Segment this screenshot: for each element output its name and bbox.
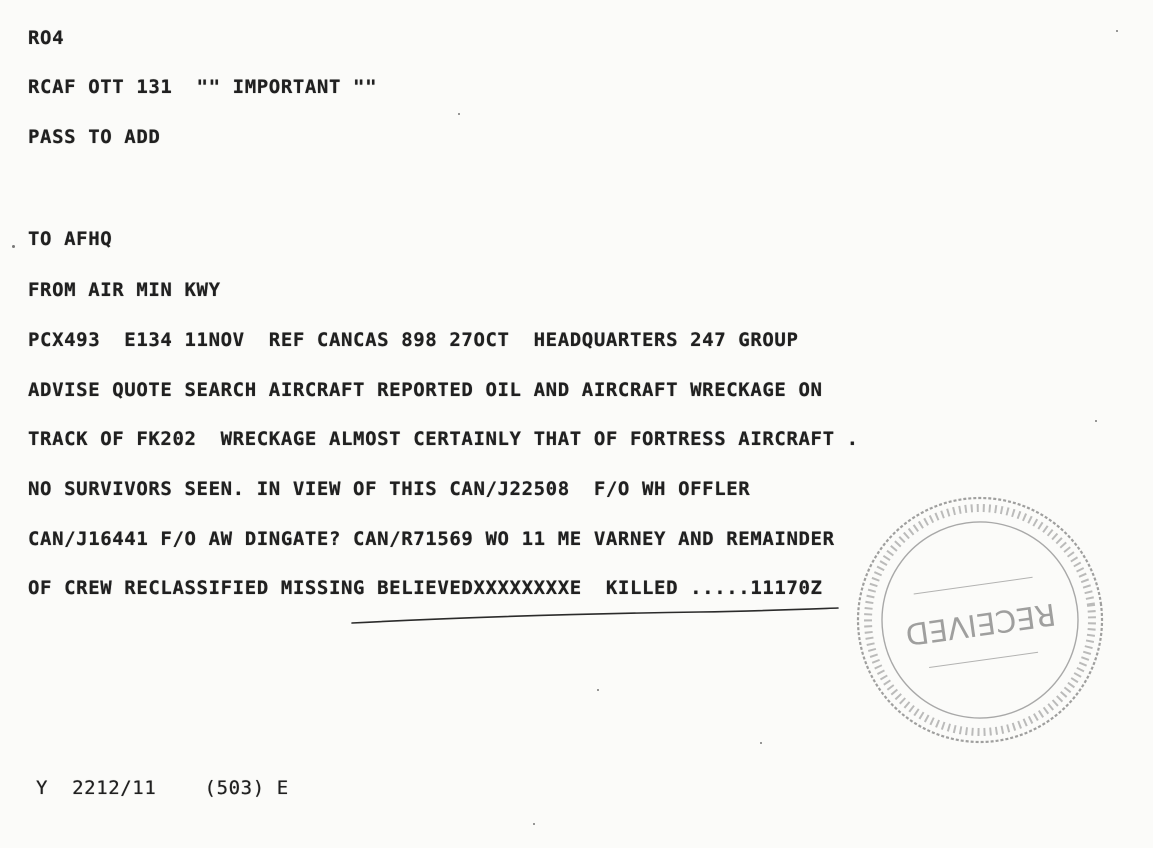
telex-line-body-3: NO SURVIVORS SEEN. IN VIEW OF THIS CAN/J22508 F/O WH OFFLER: [28, 478, 751, 500]
paper-speck: [1095, 420, 1097, 422]
telex-line-body-4: CAN/J16441 F/O AW DINGATE? CAN/R71569 WO 11 ME VARNEY AND REMAINDER: [28, 528, 835, 550]
telex-line-reference: PCX493 E134 11NOV REF CANCAS 898 27OCT HEADQUARTERS 247 GROUP: [28, 329, 799, 351]
telex-line-routing-code: RO4: [28, 27, 65, 49]
telex-line-priority: RCAF OTT 131 "" IMPORTANT "": [28, 76, 378, 98]
paper-speck: [1116, 30, 1118, 32]
telex-line-from: FROM AIR MIN KWY: [28, 279, 221, 301]
telex-line-footer: Y 2212/11 (503) E: [36, 777, 289, 799]
paper-speck: [760, 742, 762, 744]
paper-speck: [12, 245, 15, 248]
paper-speck: [597, 689, 599, 691]
paper-speck: [458, 113, 460, 115]
telex-line-body-1: ADVISE QUOTE SEARCH AIRCRAFT REPORTED OIL AND AIRCRAFT WRECKAGE ON: [28, 379, 823, 401]
telex-line-body-5: OF CREW RECLASSIFIED MISSING BELIEVEDXXXXXXXXE KILLED .....11170Z: [28, 577, 823, 599]
telex-line-pass-to: PASS TO ADD: [28, 126, 161, 148]
received-stamp: [838, 490, 1123, 750]
telex-line-body-2: TRACK OF FK202 WRECKAGE ALMOST CERTAINLY THAT OF FORTRESS AIRCRAFT .: [28, 428, 859, 450]
paper-speck: [533, 823, 535, 825]
stamp-text: RECEIVED: [903, 595, 1058, 652]
telex-line-to: TO AFHQ: [28, 228, 113, 250]
